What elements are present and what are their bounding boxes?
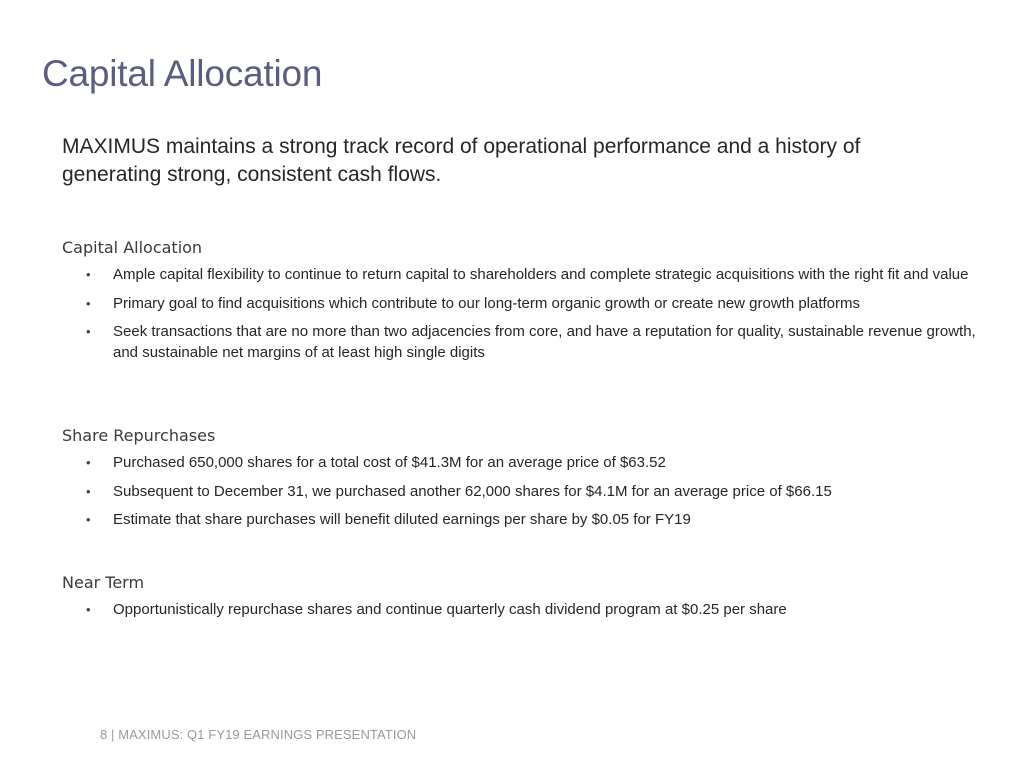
page-footer: 8 | MAXIMUS: Q1 FY19 EARNINGS PRESENTATION [100, 727, 417, 742]
bullet-item [62, 510, 982, 531]
section-near-term [62, 572, 982, 629]
bullet-item [62, 265, 982, 286]
bullet-list-near-term [62, 600, 982, 621]
bullet-text: Opportunistically repurchase shares and continue quarterly cash dividend program at $0.25 per share [113, 601, 787, 618]
bullet-item [62, 453, 982, 474]
section-share-repurchases [62, 425, 982, 539]
bullet-icon: • [86, 483, 91, 499]
section-heading-share-repurchases: Share Repurchases [62, 426, 216, 445]
bullet-list-capital-allocation [62, 265, 982, 363]
bullet-icon: • [86, 455, 91, 470]
section-capital-allocation [62, 237, 982, 371]
bullet-icon: • [86, 295, 91, 311]
bullet-text: Seek transactions that are no more than two adjacencies from core, and have a reputation for quality, sustainable revenue growth, and sustainable net margins of at least high single digits [113, 323, 976, 361]
bullet-text: Estimate that share purchases will benefit diluted earnings per share by $0.05 for FY19 [113, 511, 691, 528]
bullet-item [62, 600, 982, 621]
bullet-icon: • [86, 324, 91, 339]
bullet-icon: • [86, 602, 91, 617]
slide-title: Capital Allocation [42, 53, 323, 94]
bullet-list-share-repurchases [62, 453, 982, 531]
bullet-icon: • [86, 512, 91, 527]
bullet-icon: • [86, 267, 91, 282]
section-heading-capital-allocation: Capital Allocation [62, 238, 203, 257]
intro-statement: MAXIMUS maintains a strong track record of operational performance and a history of generating strong, consistent cash flows. [62, 135, 861, 186]
bullet-item [62, 294, 982, 315]
section-heading-near-term: Near Term [62, 573, 145, 592]
bullet-text: Primary goal to find acquisitions which contribute to our long-term organic growth or create new growth platforms [113, 294, 861, 312]
bullet-text: Ample capital flexibility to continue to return capital to shareholders and complete strategic acquisitions with the right fit and value [113, 266, 969, 283]
bullet-text: Subsequent to December 31, we purchased another 62,000 shares for $4.1M for an average price of $66.15 [113, 482, 832, 500]
bullet-item [62, 482, 982, 503]
bullet-item [62, 322, 982, 363]
bullet-text: Purchased 650,000 shares for a total cost of $41.3M for an average price of $63.52 [113, 454, 666, 471]
